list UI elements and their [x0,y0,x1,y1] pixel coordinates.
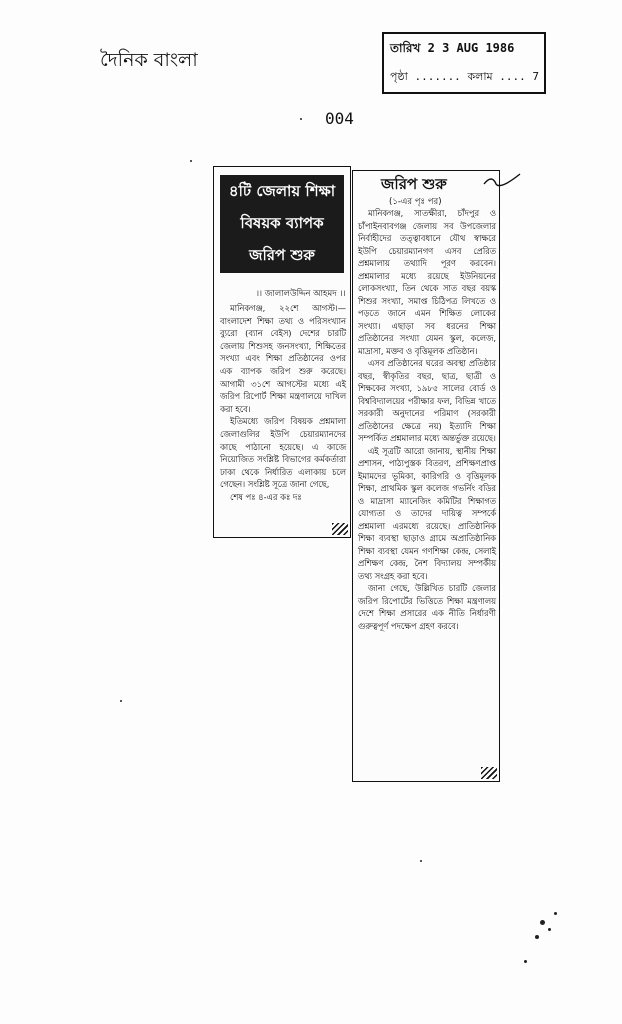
scan-noise [540,920,545,925]
paragraph: জানা গেছে, উল্লিখিত চারটি জেলার জরিপ রিপোর্টের ভিত্তিতে শিক্ষা মন্ত্রণালয় দেশে শিক্ষা প্রসারের এক নীতি নির্ধারণী গুরুত্বপূর্ণ পদক্ষেপ গ্রহণ করবে। [358,583,496,631]
left-body-text [220,302,346,504]
continued-from: (১-এর পৃঃ পর) [389,197,442,207]
right-body-text [358,207,496,632]
pen-mark-icon [482,170,522,192]
left-clipping [213,166,351,538]
stamp-column-label: কলাম [467,70,493,83]
scan-noise [548,928,551,931]
paragraph: মানিকগঞ্জ, ২২শে আগস্ট।— বাংলাদেশ শিক্ষা তথ্য ও পরিসংখ্যান ব্যুরো (ব্যান বেইস) দেশের চারটি জেলায় শিশুসহ জনসংখ্যা, শিক্ষিতের সংখ্যা এবং শিক্ষা প্রতিষ্ঠানের ওপর এক ব্যাপক জরিপ শুরু করেছে। আগামী ৩১শে আগস্টের মধ্যে এই জরিপ রিপোর্ট শিক্ষা মন্ত্রণালয়ে দাখিল করা হবে। [220,303,346,414]
stamp-date-value: 2 3 AUG 1986 [427,41,515,55]
right-clipping [352,170,500,782]
scan-noise [120,700,122,702]
stamp-page-row: পৃষ্ঠা ....... কলাম .... 7 [390,70,540,83]
continuation-note: শেষ পঃ ৪-এর কঃ দঃ [230,491,302,502]
stamp-date-row [390,40,514,60]
paragraph: এসব প্রতিষ্ঠানের ঘরের অবস্থা প্রতিষ্ঠার বছর, স্বীকৃতির বছর, ছাত্র, ছাত্রী ও শিক্ষকের সংখ্যা, ১৯৮৫ সালের বোর্ড ও বিশ্ববিদ্যালয়ের পরীক্ষার ফল, বিভিন্ন খাতে সরকারী অনুদানের পরিমাণ (সরকারী প্রতিষ্ঠানের ক্ষেত্রে নয়) ইত্যাদি শিক্ষা সম্পর্কিত প্রশ্নমালার মধ্যে অন্তর্ভুক্ত রয়েছে। [358,358,496,443]
scan-noise [190,160,192,162]
stamp-date-label: তারিখ [390,41,421,55]
date-stamp [382,32,546,94]
byline: ।। জালালউদ্দিন আহমদ ।। [256,289,346,299]
continuation-title: জরিপ শুরু [381,175,447,193]
headline-block [220,175,344,273]
stamp-column-value: 7 [532,70,540,83]
scan-noise [554,912,557,915]
end-mark-icon [481,767,497,779]
paragraph: মানিকগঞ্জ, সাতক্ষীরা, চাঁদপুর ও চাঁপাইনবাবগঞ্জ জেলায় সব উপজেলার নির্বাহীদের তত্ত্বাবধানে যৌথ স্বাক্ষরে ইউপি চেয়ারম্যানগণ এসব প্রেরিত প্রশ্নমালায় তথ্যাদি পূরণ করবেন। প্রশ্নমালার মধ্যে রয়েছে ইউনিয়নের লোকসংখ্যা, তিন থেকে সাত বছর বয়স্ক শিশুর সংখ্যা, সমাপ্ত চিঠিপত্র লিখতে ও পড়তে জানে এমন শিক্ষিত লোকের সংখ্যা। এছাড়া সব ধরনের শিক্ষা প্রতিষ্ঠানের সংখ্যা যেমন স্কুল, কলেজ, মাদ্রাসা, মক্তব ও বৃত্তিমূলক প্রতিষ্ঠান। [358,208,496,356]
end-mark-icon [332,523,348,535]
paragraph: ইতিমধ্যে জরিপ বিষয়ক প্রশ্নমালা জেলাগুলির ইউপি চেয়ারম্যানদের কাছে পাঠানো হয়েছে। এ কাজে নিয়োজিত সংশ্লিষ্ট বিভাগের কর্মকর্তারা ঢাকা থেকে নির্ধারিত এলাকায় চলে গেছেন। সংশ্লিষ্ট সূত্রে জানা গেছে, [220,416,346,490]
scan-noise [420,860,422,862]
headline-line: জরিপ শুরু [249,246,315,264]
scan-noise [300,118,302,120]
page-number: 004 [325,109,354,128]
scan-noise [524,960,527,963]
paragraph: এই সূত্রটি আরো জানায়, স্থানীয় শিক্ষা প্রশাসন, পাঠ্যপুস্তক বিতরণ, প্রশিক্ষণপ্রাপ্ত ইমামদের ভূমিকা, কারিগরি ও বৃত্তিমূলক শিক্ষা, প্রাথমিক স্কুল কলেজ গভর্নিং বডির ও মাদ্রাসা ম্যানেজিং কমিটির শিক্ষাগত যোগ্যতা ও তাদের দায়িত্ব সম্পর্কে প্রশ্নমালা এরমধ্যে রয়েছে। প্রাতিষ্ঠানিক শিক্ষা ব্যবস্থা ছাড়াও গ্রামে অপ্রাতিষ্ঠানিক শিক্ষা ব্যবস্থা যেমন গণশিক্ষা কেন্দ্র, সেলাই প্রশিক্ষণ কেন্দ্র, নৈশ বিদ্যালয় সম্পর্কীয় তথ্য সংগ্রহ করা হবে। [358,445,496,581]
publication-name: দৈনিক বাংলা [100,49,198,71]
headline-line: বিষয়ক ব্যাপক [240,214,324,232]
headline-line: ৪টি জেলায় শিক্ষা [228,182,336,200]
stamp-page-label: পৃষ্ঠা [390,70,408,83]
scan-noise [535,935,539,939]
